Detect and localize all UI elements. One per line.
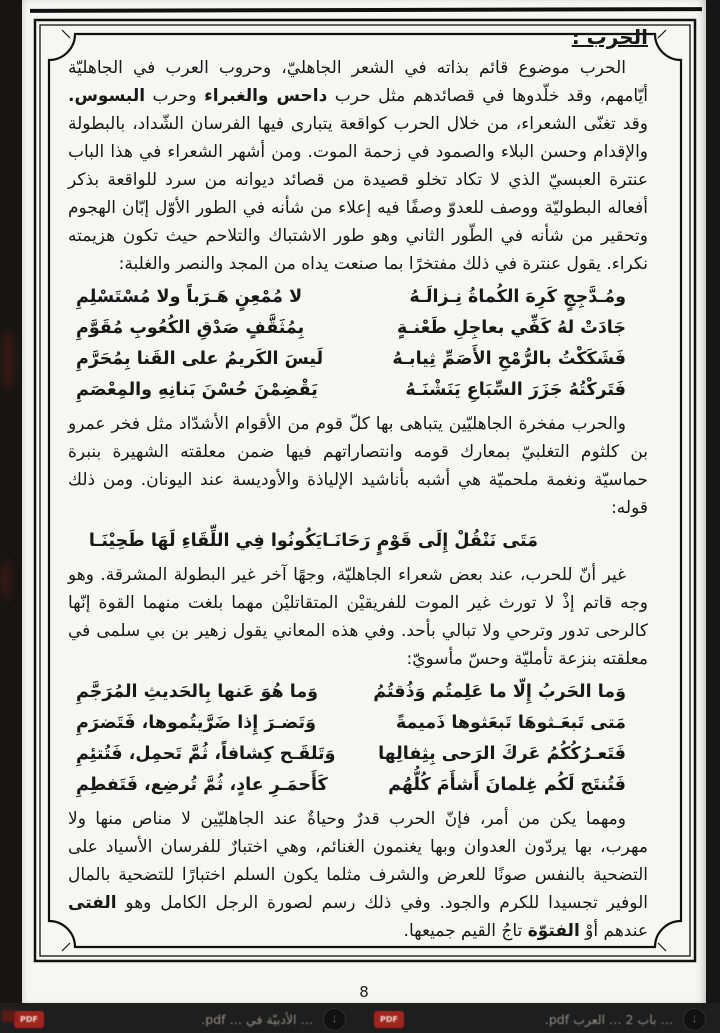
hemistich-left: وَتَضـرَ إِذا ضَرَّيتُموها، فَتَضرَمِ bbox=[76, 713, 316, 733]
scan-smudge bbox=[2, 330, 14, 390]
paragraph-amr-ibn-kulthum: والحرب مفخرة الجاهليّين يتباهى بها كلّ قوم من الأقوام الأشدّاد مثل فخر عمرو بن كلثوم التغلبيّ بمعارك قومه وانتصاراتهم فيها ضمن معلقته الشهيرة بنبرة حماسيّة ونغمة ملحميّة هي أشبه بأناشيد الإلياذة والأوديسة عند اليونان. ومن ذلك قوله: bbox=[68, 414, 648, 518]
paragraph-intro bbox=[68, 54, 648, 278]
page-number: 8 bbox=[359, 983, 369, 1001]
hemistich-left: لَيسَ الكَريمُ على القَنا بِمُحَرَّمِ bbox=[76, 349, 324, 369]
paragraph-text: وقد تغنّى الشعراء، من خلال الحرب كواقعة يتبارى فيها الفرسان الشّداد، بالبطولة والإقدام وحسن البلاء والصمود في زحمة الموت. ومن أشهر الشعراء في هذا الباب عنترة العبسيّ الذي لا تكاد تخلو قصيدة من قصائد ديوانه من سرد للواقعة بذكر أفعاله البطوليّة ووصف للعدوّ وصفًا فيه إعلاء من شأنه في الطور الأوّل إبّان الهجوم وتحقير من شأنه في الطّور الثاني وهو طور الاشتباك والتلاحم حيث تكون هزيمته نكراء. يقول عنترة في ذلك مفتخرًا بما صنعت يداه من المجد والنصر والغلبة: bbox=[68, 114, 648, 274]
scan-smudge bbox=[1, 560, 11, 600]
poem-amr-verse bbox=[68, 524, 648, 561]
hemistich-left: كَأَحمَـرِ عادٍ، ثُمَّ تُرضِع، فَتَفطِمِ bbox=[76, 775, 328, 795]
paragraph-text: الحرب موضوع قائم بذاته في الشعر الجاهليّ، وحروب العرب في الجاهليّة أيّامهم، وقد خلّدوها في قصائدهم مثل حرب bbox=[68, 58, 648, 106]
poem-zuhair bbox=[68, 675, 648, 805]
bold-term-dahis-ghabra: داحس والغبراء bbox=[204, 86, 328, 106]
bold-term-futuwwa: الفتوّة bbox=[527, 921, 580, 941]
pdf-badge-icon: PDF bbox=[374, 1011, 404, 1028]
cutoff-pdf-badge-icon bbox=[2, 1010, 16, 1022]
hemistich-right: مَتى تَبعَـثوهَا تَبعَثوها ذَميمةً bbox=[395, 713, 626, 733]
hemistich-right: فَتُنتَج لَكُم غِلمانَ أَشأَمَ كُلُّهُم bbox=[388, 775, 626, 795]
paragraph-text: تاجُ القيم جميعها. bbox=[403, 921, 528, 941]
paragraph-text: ومهما يكن من أمر، فإنّ الحرب قدرٌ وحياةٌ عند الجاهليّين لا مناص منها ولا مهرب، بها يردّون العدوان وبها يغنمون الغنائم، وهي اختبارٌ للفرسان الأسياد على التضحية بالنفس صونًا للعرض والشرف مثلما يكون السلم اختبارًا للتضحية بالمال الوفير تجسيدا للكرم والجود. وفي ذلك رسم لصورة الرجل الكامل وهو bbox=[68, 809, 648, 913]
hemistich-right: فَتَعـرُكُكُمُ عَركَ الرَحى بِثِفالِها bbox=[378, 744, 626, 764]
hemistich-right: وَما الحَربُ إِلّا ما عَلِمتُم وَذُقتُمُ bbox=[373, 682, 626, 702]
verse-line bbox=[76, 770, 626, 801]
paragraph-text: عندهم أوْ bbox=[579, 921, 648, 941]
verse-line bbox=[76, 708, 626, 739]
bold-term-basus: البسوس. bbox=[68, 86, 146, 106]
hemistich-right: مَتَى نَنْقُلْ إِلَى قَوْمٍ رَحَانَـا bbox=[322, 531, 538, 551]
hemistich-left: يَكُونُوا فِي اللِّقَاءِ لَهَا طَحِيْنَـا bbox=[88, 531, 323, 551]
verse-line bbox=[88, 526, 538, 557]
pdf-file-item[interactable] bbox=[0, 1003, 360, 1031]
verse-line bbox=[76, 375, 626, 406]
paragraph-conclusion bbox=[68, 805, 648, 945]
page-content bbox=[68, 22, 648, 947]
download-circle-icon[interactable]: ↓ bbox=[323, 1008, 346, 1031]
app-background-left bbox=[0, 0, 22, 1003]
file-label: … باب 2 … العرب pdf. bbox=[544, 1012, 673, 1027]
bottom-file-bar bbox=[0, 1003, 720, 1033]
verse-line bbox=[76, 313, 626, 344]
hemistich-left: وَما هُوَ عَنها بِالحَديثِ المُرَجَّمِ bbox=[76, 682, 319, 702]
app-background-right bbox=[705, 0, 720, 1003]
file-label: … الأدبيّة في … pdf. bbox=[201, 1012, 313, 1027]
hemistich-right: فَتَركْتُهُ جَزَرَ السِّبَاعِ يَنَشْنَـهُ bbox=[405, 380, 626, 400]
hemistich-left: يَقْضِمْنَ حُسْنَ بَنانِهِ والمِعْصَمِ bbox=[76, 380, 318, 400]
hemistich-left: وَتَلقَـح كِشافاً، ثُمَّ تَحمِل، فَتُتئِمِ bbox=[76, 744, 336, 764]
verse-line bbox=[76, 282, 626, 313]
paragraph-text: وحرب bbox=[145, 86, 205, 106]
pdf-badge-icon: PDF bbox=[14, 1011, 44, 1028]
hemistich-right: ومُـدَّجِجٍ كَرِهَ الكُماةُ نِـزالَـهُ bbox=[409, 287, 626, 307]
document-page bbox=[22, 0, 706, 1003]
hemistich-left: بِمُثَقَّفٍ صَدْقِ الكُعُوبِ مُقَوَّمِ bbox=[76, 318, 305, 338]
hemistich-right: جَادَتْ لهُ كَفِّي بعاجِلِ طَعْنـةٍ bbox=[396, 318, 626, 338]
hemistich-left: لا مُمْعِنٍ هَـرَباً ولا مُسْتَسْلِمِ bbox=[76, 287, 303, 307]
poem-antara bbox=[68, 280, 648, 410]
verse-line bbox=[76, 344, 626, 375]
hemistich-right: فَشَكَكْتُ بالرُّمْحِ الأَصَمِّ ثِيابـهُ bbox=[392, 349, 626, 369]
verse-line bbox=[76, 677, 626, 708]
bold-term-fata: الفتى bbox=[68, 893, 117, 913]
page-title: الحرب : bbox=[571, 25, 648, 49]
paragraph-dark-face-of-war: غير أنّ للحرب، عند بعض شعراء الجاهليّة، وجهًا آخر غير البطولة المشرقة. وهو وجه قاتم إذْ لا تورث غير الموت للفريقيْن المتقاتليْن مهما بلغت منهما القوة إنّها كالرحى تدور وترحي ولا تبالي بأحد. وفي هذه المعاني يقول زهير بن بي سلمى في معلقته بنزعة تأمليّة وحسّ مأسويّ: bbox=[68, 565, 648, 669]
pdf-file-item[interactable] bbox=[360, 1003, 720, 1031]
download-circle-icon[interactable]: ↓ bbox=[683, 1008, 706, 1031]
verse-line bbox=[76, 739, 626, 770]
